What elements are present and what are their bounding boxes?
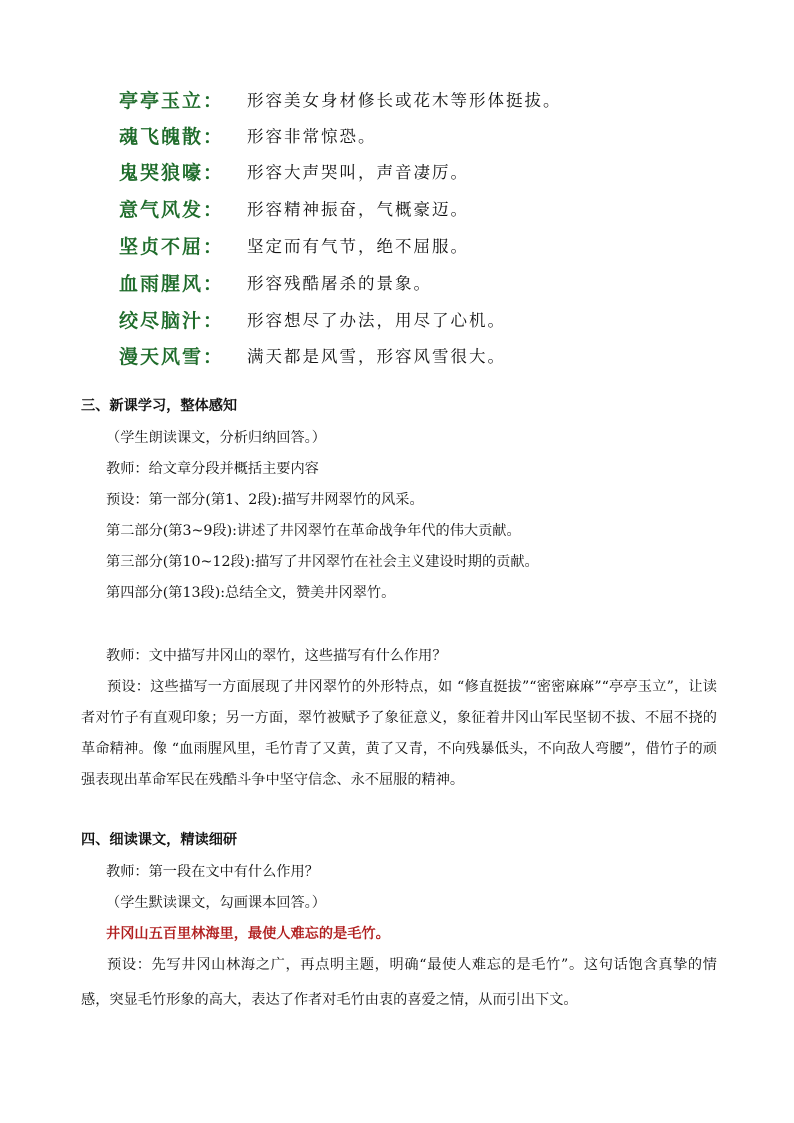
- vocab-term: 血雨腥风：: [119, 273, 225, 295]
- vocab-item: [119, 269, 759, 299]
- vocab-item: [119, 232, 759, 262]
- vocab-definition: 形容非常惊恐。: [247, 127, 377, 146]
- vocab-definition: 坚定而有气节，绝不屈服。: [247, 237, 469, 256]
- vocab-definition: 形容美女身材修长或花木等形体挺拔。: [247, 91, 562, 110]
- student-note: （学生朗读课文，分析归纳回答。）: [106, 430, 326, 446]
- vocab-definition: 形容大声哭叫，声音凄厉。: [247, 163, 469, 182]
- part-four-summary: 第四部分(第13段):总结全文，赞美井冈翠竹。: [106, 585, 396, 601]
- section-heading: 四、细读课文，精读细研: [81, 832, 238, 848]
- section-heading: 三、新课学习，整体感知: [81, 398, 238, 414]
- vocab-term: 漫天风雪：: [119, 346, 225, 368]
- vocab-item: [119, 158, 759, 188]
- part-two-summary: 第二部分(第3~9段):讲述了井冈翠竹在革命战争年代的伟大贡献。: [106, 523, 521, 539]
- vocab-term: 绞尽脑汁：: [119, 310, 225, 332]
- vocab-definition: 形容残酷屠杀的景象。: [247, 274, 432, 293]
- vocab-definition: 形容想尽了办法，用尽了心机。: [247, 311, 506, 330]
- preset-answer-paragraph: 预设：先写井冈山林海之广，再点明主题，明确“最使人难忘的是毛竹”。这句话饱含真挚的情感，突显毛竹形象的高大，表达了作者对毛竹由衷的喜爱之情，从而引出下文。: [81, 957, 717, 1008]
- preset-part-one: 预设：第一部分(第1、2段):描写井网翠竹的风采。: [106, 492, 424, 508]
- vocab-definition: 形容精神振奋，气概豪迈。: [247, 200, 469, 219]
- vocab-item: [119, 122, 759, 152]
- vocab-item: [119, 195, 759, 225]
- vocab-item: [119, 86, 759, 116]
- part-three-summary: 第三部分(第10~12段):描写了井冈翠竹在社会主义建设时期的贡献。: [106, 554, 539, 570]
- vocab-term: 坚贞不屈：: [119, 236, 225, 258]
- vocab-term: 亭亭玉立：: [119, 90, 225, 112]
- teacher-question: 教师：第一段在文中有什么作用？: [106, 864, 319, 880]
- vocab-term: 魂飞魄散：: [119, 126, 225, 148]
- vocab-term: 意气风发：: [119, 199, 225, 221]
- quoted-sentence: 井冈山五百里林海里，最使人难忘的是毛竹。: [106, 926, 390, 942]
- preset-answer-paragraph: 预设：这些描写一方面展现了井冈翠竹的外形特点，如 “修直挺拔”“密密麻麻”“亭亭玉立”，让读者对竹子有直观印象；另一方面，翠竹被赋予了象征意义，象征着井冈山军民坚韧不拔、不屈不挠的革命精神。像 “血雨腥风里，毛竹青了又黄，黄了又青，不向残暴低头，不向敌人弯腰”，借竹子的顽强表现出革命军民在残酷斗争中坚守信念、永不屈服的精神。: [81, 679, 717, 788]
- teacher-question: 教师：给文章分段并概括主要内容: [106, 461, 319, 477]
- vocab-term: 鬼哭狼嚎：: [119, 162, 225, 184]
- teacher-question: 教师：文中描写井冈山的翠竹，这些描写有什么作用？: [106, 648, 447, 664]
- student-note: （学生默读课文，勾画课本回答。）: [106, 895, 326, 911]
- vocab-definition: 满天都是风雪，形容风雪很大。: [247, 347, 506, 366]
- vocab-item: [119, 342, 759, 372]
- vocab-item: [119, 306, 759, 336]
